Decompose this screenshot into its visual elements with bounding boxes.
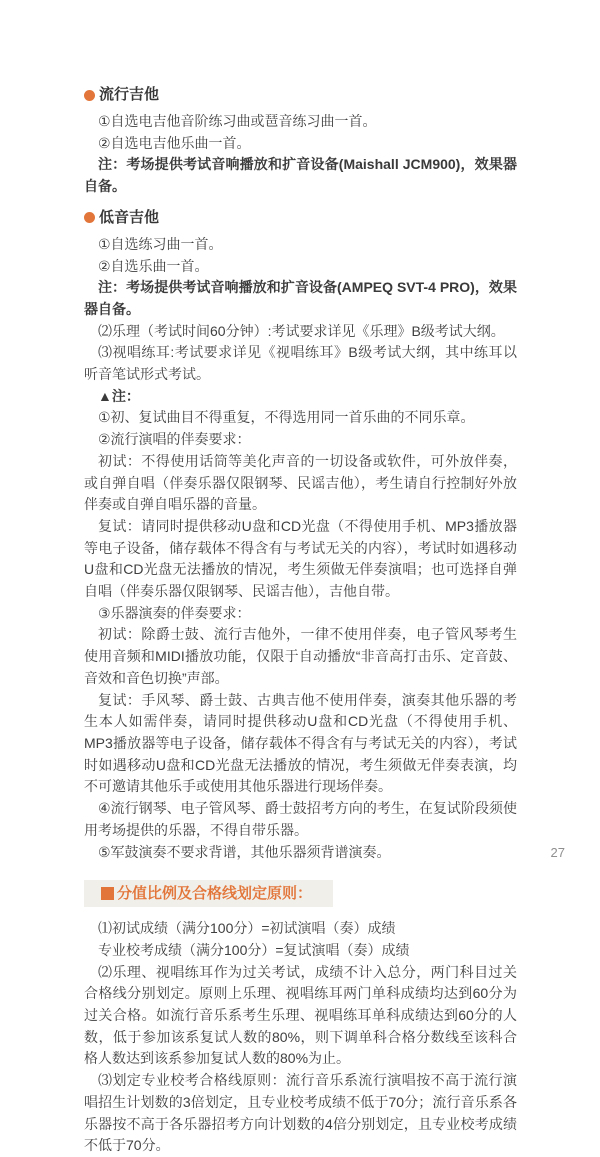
bullet-circle-icon (84, 90, 95, 101)
scoring-p2: ⑵乐理、视唱练耳作为过关考试，成绩不计入总分，两门科目过关合格线分别划定。原则上乐理、视唱练耳两门单科成绩均达到60分为过关合格。如流行音乐系考生乐理、视唱练耳单科成绩达到60分的人数，低于参加该系复试人数的80%，则下调单科合格分数线至该科合格人数达到该系参加复试人数的80%为止。 (84, 963, 517, 1067)
bullet-square-icon (101, 887, 114, 900)
scoring-section-heading (84, 880, 333, 907)
note-5: ⑤军鼓演奏不要求背谱，其他乐器须背谱演奏。 (98, 843, 391, 860)
subject-solfeggio: ⑶视唱练耳:考试要求详见《视唱练耳》B级考试大纲，其中练耳以听音笔试形式考试。 (84, 344, 517, 383)
section-title-text: 低音吉他 (99, 208, 160, 226)
section-title-text: 流行吉他 (99, 86, 160, 103)
note-2-second-round: 复试：请同时提供移动U盘和CD光盘（不得使用手机、MP3播放器等电子设备，储存载体不得含有与考试无关的内容），考试时如遇移动U盘和CD光盘无法播放的情况，考生须做无伴奏演唱；也可选择自弹自唱（伴奏乐器仅限钢琴、民谣吉他），吉他自带。 (84, 517, 517, 600)
note-4: ④流行钢琴、电子管风琴、爵士鼓招考方向的考生，在复试阶段须使用考场提供的乐器，不得自带乐器。 (84, 800, 517, 838)
note-2-title: ②流行演唱的伴奏要求： (98, 431, 251, 448)
document-content (84, 84, 517, 1157)
bass-guitar-note: 注：考场提供考试音响播放和扩音设备(AMPEQ SVT-4 PRO)，效果器自备。 (84, 279, 517, 317)
bass-guitar-item-1: ①自选练习曲一首。 (98, 235, 223, 252)
scoring-p3: ⑶划定专业校考合格线原则：流行音乐系流行演唱按不高于流行演唱招生计划数的3倍划定，且专业校考成绩不低于70分；流行音乐系各乐器按不高于各乐器招考方向计划数的4倍分别划定，且专业校考成绩不低于70分。 (84, 1072, 517, 1154)
scoring-p1b: 专业校考成绩（满分100分）=复试演唱（奏）成绩 (98, 941, 410, 958)
scoring-heading-text: 分值比例及合格线划定原则： (117, 884, 313, 902)
scoring-p1: ⑴初试成绩（满分100分）=初试演唱（奏）成绩 (98, 920, 396, 937)
notes-label: ▲注： (98, 387, 140, 404)
note-3-second-round: 复试：手风琴、爵士鼓、古典吉他不使用伴奏，演奏其他乐器的考生本人如需伴奏，请同时提供移动U盘和CD光盘（不得使用手机、MP3播放器等电子设备，储存载体不得含有与考试无关的内容），考试时如遇移动U盘和CD光盘无法播放的情况，考生须做无伴奏表演，均不可邀请其他乐手或使用其他乐器进行现场伴奏。 (84, 691, 517, 795)
pop-guitar-item-1: ①自选电吉他音阶练习曲或琶音练习曲一首。 (98, 113, 377, 129)
bass-guitar-item-2: ②自选乐曲一首。 (98, 257, 209, 274)
note-3-title: ③乐器演奏的伴奏要求： (98, 604, 251, 621)
subject-theory: ⑵乐理（考试时间60分钟）:考试要求详见《乐理》B级考试大纲。 (98, 322, 505, 339)
section-bass-guitar-title (84, 207, 517, 229)
note-1: ①初、复试曲目不得重复，不得选用同一首乐曲的不同乐章。 (98, 409, 475, 426)
note-2-first-round: 初试：不得使用话筒等美化声音的一切设备或软件，可外放伴奏，或自弹自唱（伴奏乐器仅限钢琴、民谣吉他），考生请自行控制好外放伴奏或自弹自唱乐器的音量。 (84, 452, 517, 513)
bullet-circle-icon (84, 212, 95, 223)
note-3-first-round: 初试：除爵士鼓、流行吉他外，一律不使用伴奏，电子管风琴考生使用音频和MIDI播放功能，仅限于自动播放“非音高打击乐、定音鼓、音效和音色切换”声部。 (84, 626, 517, 686)
section-pop-guitar-title (84, 84, 517, 106)
pop-guitar-note: 注：考场提供考试音响播放和扩音设备(Maishall JCM900)，效果器自备。 (84, 156, 517, 195)
pop-guitar-item-2: ②自选电吉他乐曲一首。 (98, 134, 251, 151)
page-number: 27 (550, 845, 565, 860)
